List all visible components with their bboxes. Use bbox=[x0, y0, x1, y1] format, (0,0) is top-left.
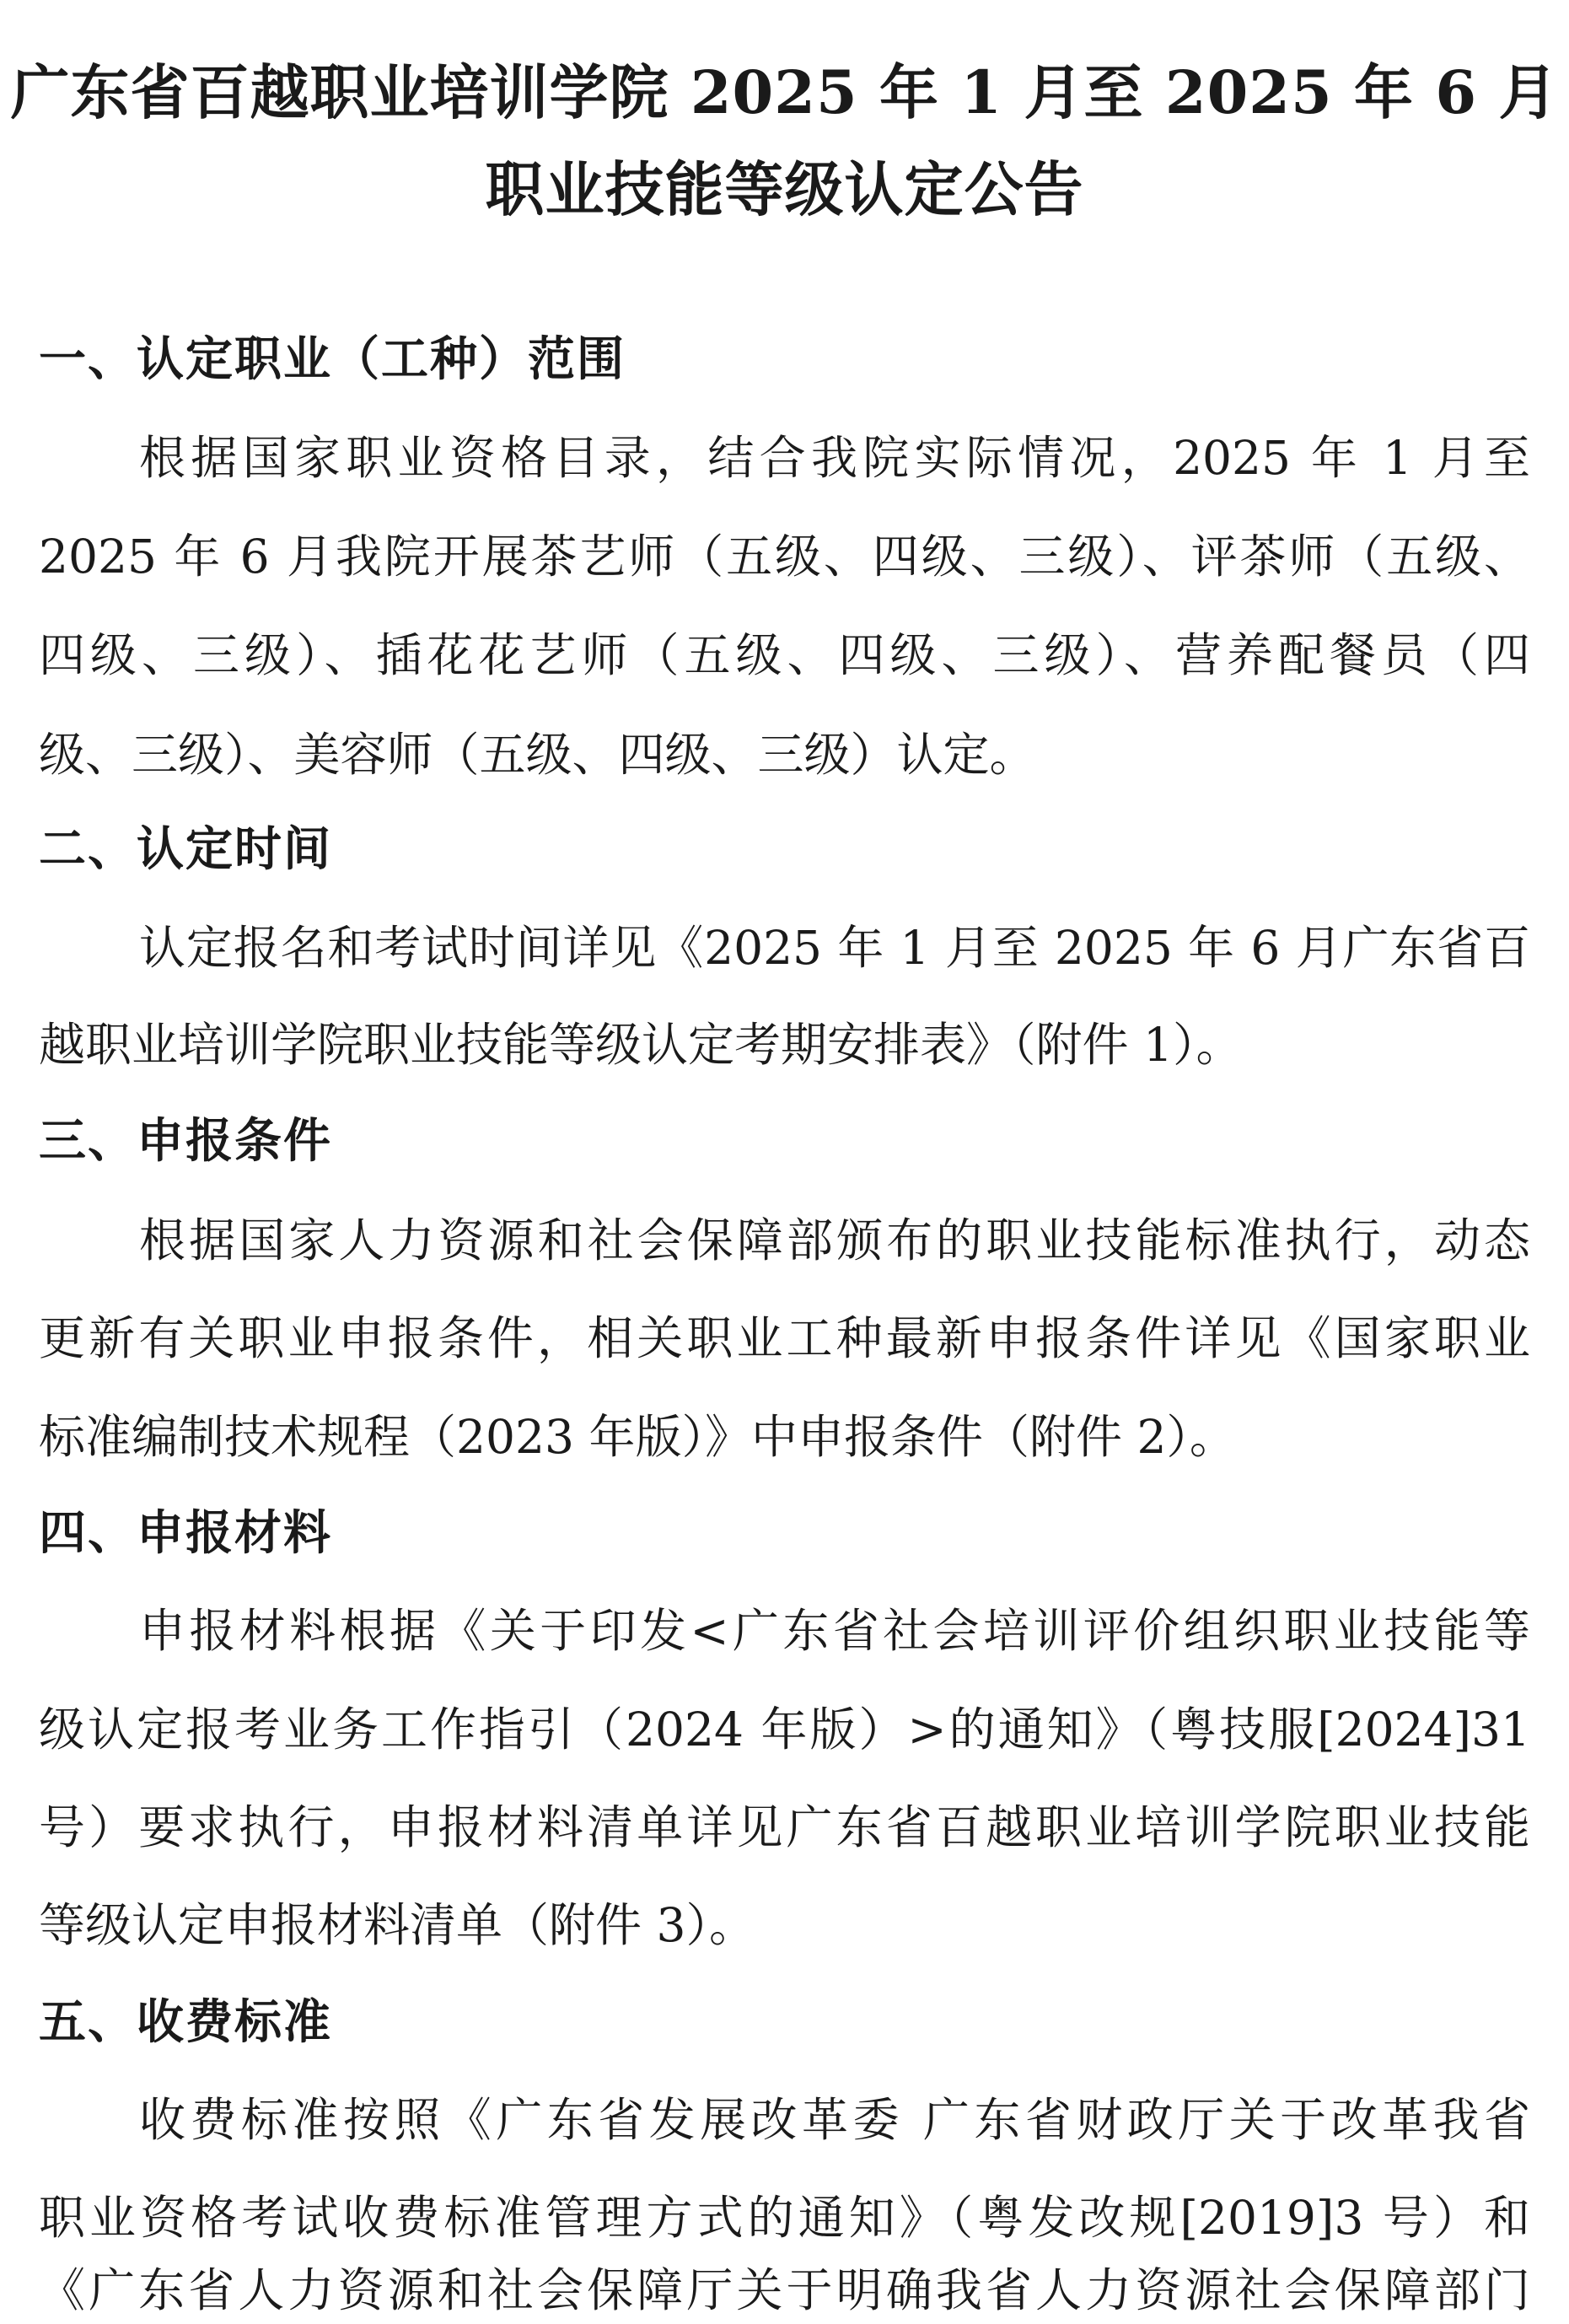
paragraph-line: 职业资格考试收费标准管理方式的通知》（粤发改规[2019]3 号）和 bbox=[39, 2191, 1530, 2245]
document-title-line-2: 职业技能等级认定公告 bbox=[485, 154, 1084, 224]
paragraph-line: 2025 年 6 月我院开展茶艺师（五级、四级、三级）、评茶师（五级、 bbox=[39, 530, 1530, 584]
section-heading-conditions: 三、申报条件 bbox=[39, 1114, 332, 1169]
paragraph-line: 申报材料根据《关于印发<广东省社会培训评价组织职业技能等 bbox=[139, 1604, 1530, 1658]
paragraph-line: 越职业培训学院职业技能等级认定考期安排表》（附件 1）。 bbox=[39, 1018, 1243, 1072]
paragraph-line: 四级、三级）、插花花艺师（五级、四级、三级）、营养配餐员（四 bbox=[39, 628, 1530, 682]
paragraph-line: 级、三级）、美容师（五级、四级、三级）认定。 bbox=[39, 728, 1036, 782]
document-title-line-1: 广东省百越职业培训学院 2025 年 1 月至 2025 年 6 月 bbox=[10, 57, 1559, 127]
paragraph-line: 级认定报考业务工作指引（2024 年版）>的通知》（粤技服[2024]31 bbox=[39, 1703, 1530, 1756]
paragraph-line: 标准编制技术规程（2023 年版）》中申报条件（附件 2）。 bbox=[39, 1410, 1236, 1464]
section-heading-materials: 四、申报材料 bbox=[39, 1506, 332, 1561]
section-heading-scope: 一、认定职业（工种）范围 bbox=[39, 332, 626, 387]
section-heading-time: 二、认定时间 bbox=[39, 822, 332, 877]
paragraph-line: 认定报名和考试时间详见《2025 年 1 月至 2025 年 6 月广东省百 bbox=[139, 921, 1530, 975]
paragraph-line: 等级认定申报材料清单（附件 3）。 bbox=[39, 1898, 755, 1952]
section-heading-fees: 五、收费标准 bbox=[39, 1995, 332, 2050]
paragraph-line: 更新有关职业申报条件，相关职业工种最新申报条件详见《国家职业 bbox=[39, 1311, 1530, 1365]
paragraph-line: 根据国家人力资源和社会保障部颁布的职业技能标准执行，动态 bbox=[139, 1213, 1530, 1267]
paragraph-line: 号）要求执行，申报材料清单详见广东省百越职业培训学院职业技能 bbox=[39, 1800, 1530, 1854]
paragraph-line: 《广东省人力资源和社会保障厅关于明确我省人力资源社会保障部门 bbox=[39, 2263, 1530, 2317]
paragraph-line: 收费标准按照《广东省发展改革委 广东省财政厅关于改革我省 bbox=[139, 2093, 1530, 2147]
paragraph-line: 根据国家职业资格目录，结合我院实际情况，2025 年 1 月至 bbox=[139, 431, 1530, 485]
